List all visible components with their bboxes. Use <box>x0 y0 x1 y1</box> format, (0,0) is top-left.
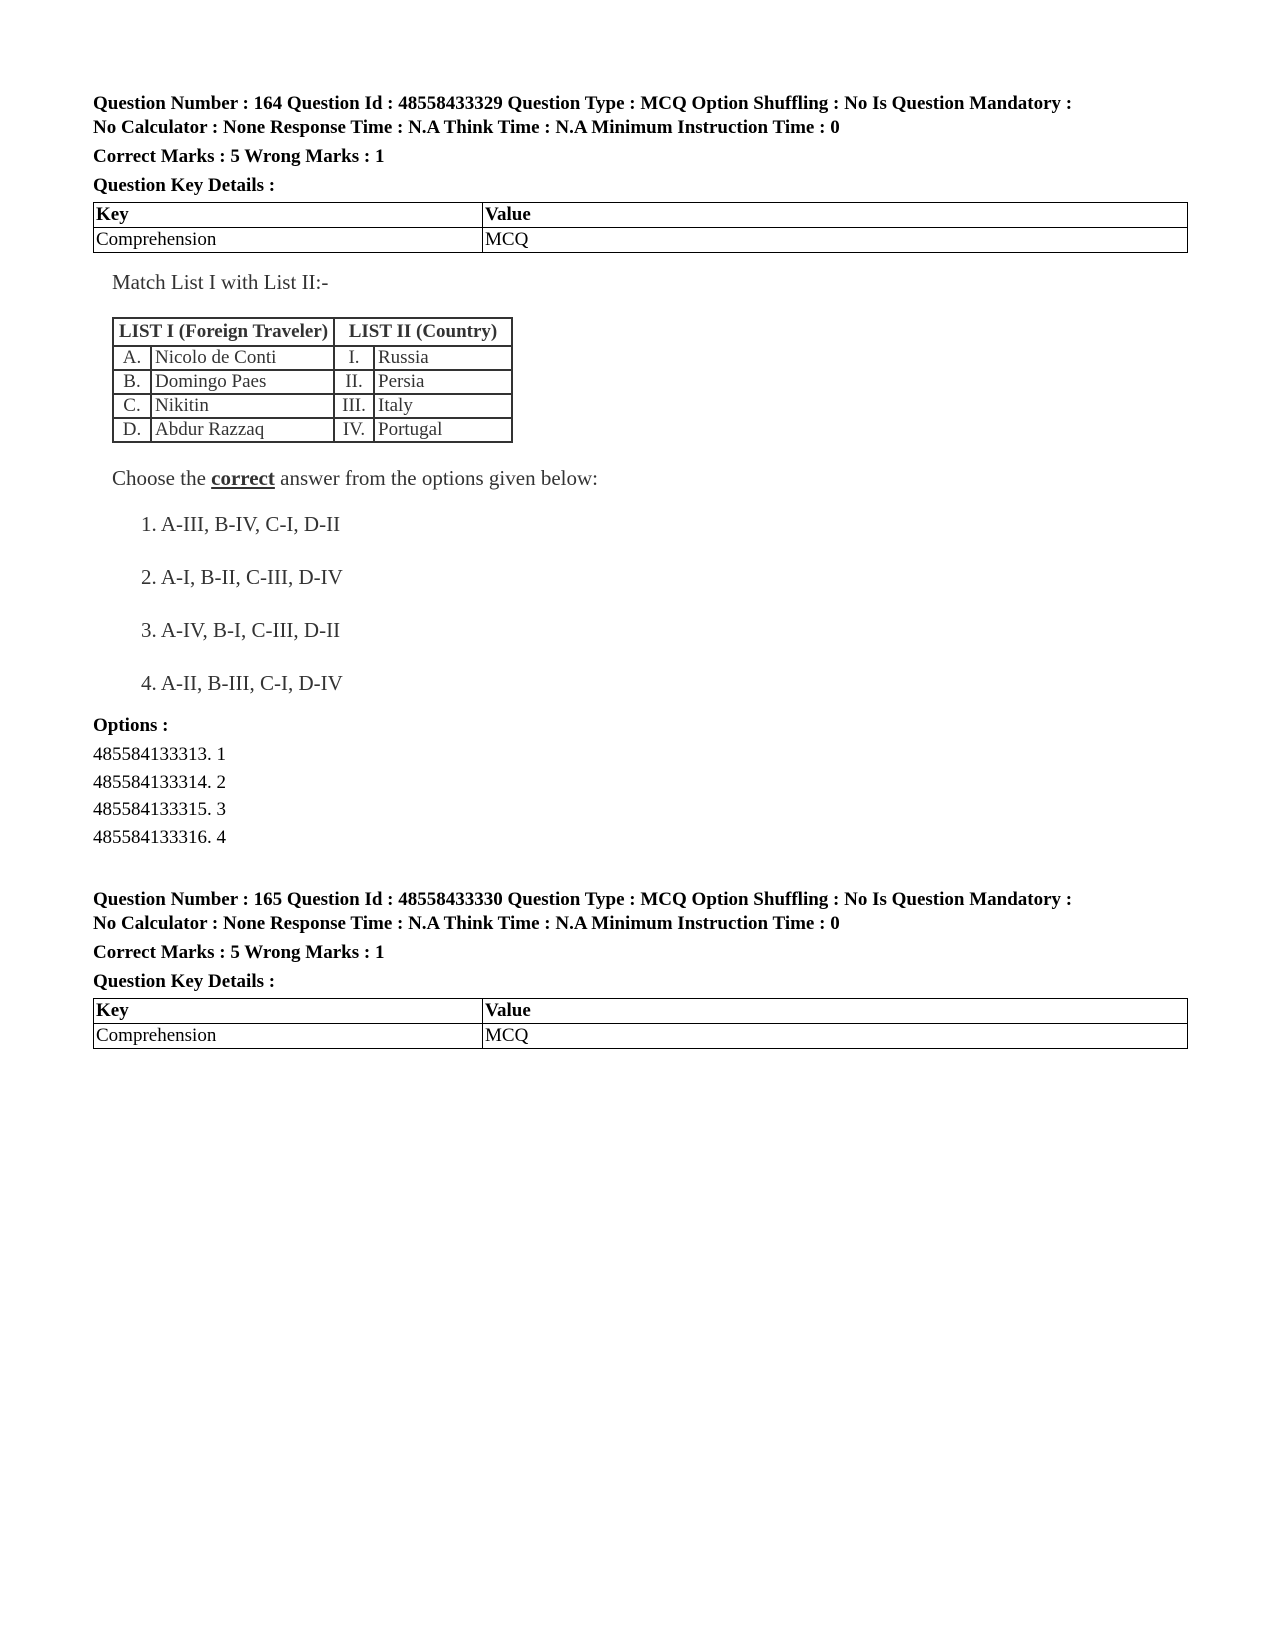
answer-choice: 1. A-III, B-IV, C-I, D-II <box>141 512 341 536</box>
list-1-header: LIST I (Foreign Traveler) <box>113 318 334 346</box>
list-1-label: D. <box>113 418 151 442</box>
list-2-label: IV. <box>334 418 374 442</box>
question-165 <box>93 888 1188 1049</box>
choose-instruction <box>112 465 1188 491</box>
list-2-label: II. <box>334 370 374 394</box>
choose-text-post: answer from the options given below: <box>274 466 598 490</box>
question-meta <box>93 888 1188 936</box>
value-cell: MCQ <box>483 228 1188 253</box>
value-header-cell: Value <box>483 203 1188 228</box>
list-2-value: Russia <box>374 346 512 370</box>
match-row <box>113 394 512 418</box>
value-header-cell: Value <box>483 999 1188 1024</box>
list-2-label: I. <box>334 346 374 370</box>
answer-choice: 3. A-IV, B-I, C-III, D-II <box>141 618 341 642</box>
key-cell: Comprehension <box>94 228 483 253</box>
choose-text-emphasis: correct <box>211 466 275 490</box>
key-table-row <box>94 1024 1188 1049</box>
match-list-table <box>112 317 513 443</box>
document-page <box>93 92 1188 1049</box>
question-164 <box>93 92 1188 851</box>
key-table-header <box>94 999 1188 1024</box>
list-1-value: Abdur Razzaq <box>151 418 334 442</box>
list-1-label: A. <box>113 346 151 370</box>
options-label: Options : <box>93 715 169 736</box>
list-1-label: C. <box>113 394 151 418</box>
list-1-label: B. <box>113 370 151 394</box>
marks-line: Correct Marks : 5 Wrong Marks : 1 <box>93 146 385 167</box>
key-cell: Comprehension <box>94 1024 483 1049</box>
option-id-item: 485584133313. 1 <box>93 744 226 765</box>
answer-choice: 2. A-I, B-II, C-III, D-IV <box>141 565 343 589</box>
option-id-item: 485584133314. 2 <box>93 771 226 793</box>
match-row <box>113 346 512 370</box>
list-2-value: Persia <box>374 370 512 394</box>
list-2-value: Italy <box>374 394 512 418</box>
key-table-row <box>94 228 1188 253</box>
list-2-value: Portugal <box>374 418 512 442</box>
marks-line: Correct Marks : 5 Wrong Marks : 1 <box>93 942 385 963</box>
option-id-list <box>93 741 1188 851</box>
meta-line-1: Question Number : 165 Question Id : 48558433330 Question Type : MCQ Option Shuffling : No Is Question Mandatory : <box>93 889 1073 910</box>
list-1-value: Nikitin <box>151 394 334 418</box>
question-intro: Match List I with List II:- <box>112 270 329 294</box>
option-id-item: 485584133315. 3 <box>93 799 226 820</box>
option-id-item: 485584133316. 4 <box>93 826 226 848</box>
key-table-header <box>94 203 1188 228</box>
question-image <box>112 269 1188 696</box>
answer-choices <box>141 511 1188 696</box>
key-details-label: Question Key Details : <box>93 175 276 196</box>
list-2-header: LIST II (Country) <box>334 318 512 346</box>
key-details-label: Question Key Details : <box>93 971 276 992</box>
meta-line-2: No Calculator : None Response Time : N.A Think Time : N.A Minimum Instruction Time : 0 <box>93 117 840 138</box>
meta-line-1: Question Number : 164 Question Id : 48558433329 Question Type : MCQ Option Shuffling : No Is Question Mandatory : <box>93 93 1073 114</box>
match-table-header <box>113 318 512 346</box>
list-2-label: III. <box>334 394 374 418</box>
match-row <box>113 370 512 394</box>
list-1-value: Nicolo de Conti <box>151 346 334 370</box>
key-header-cell: Key <box>94 203 483 228</box>
list-1-value: Domingo Paes <box>151 370 334 394</box>
meta-line-2: No Calculator : None Response Time : N.A Think Time : N.A Minimum Instruction Time : 0 <box>93 913 840 934</box>
key-header-cell: Key <box>94 999 483 1024</box>
key-details-table <box>93 998 1188 1049</box>
question-meta <box>93 92 1188 140</box>
value-cell: MCQ <box>483 1024 1188 1049</box>
key-details-table <box>93 202 1188 253</box>
answer-choice: 4. A-II, B-III, C-I, D-IV <box>141 671 343 695</box>
match-row <box>113 418 512 442</box>
choose-text-pre: Choose the <box>112 466 212 490</box>
